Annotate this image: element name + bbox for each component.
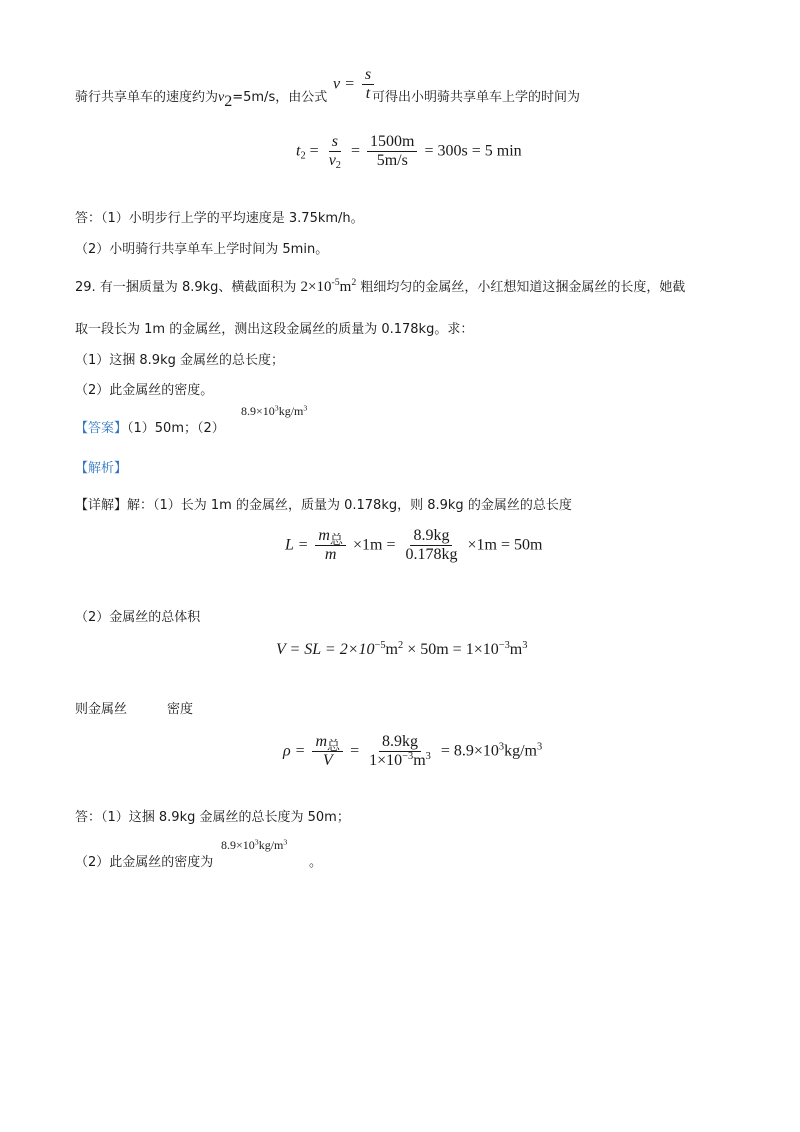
text: （2）此金属丝的密度为	[75, 855, 214, 870]
den: m	[324, 546, 337, 564]
num: m	[315, 733, 328, 750]
den: V	[322, 752, 333, 770]
text: =5m/s，由公式	[232, 90, 328, 105]
lhs: L =	[285, 536, 309, 554]
sub: 2	[335, 160, 341, 172]
exp: 3	[303, 403, 308, 413]
num: 8.9kg	[410, 527, 452, 546]
question-29-part-2: （2）此金属丝的密度。	[75, 383, 214, 398]
text: 则金属丝	[75, 702, 128, 717]
exp: 3	[498, 741, 505, 753]
sub: 总	[327, 738, 341, 754]
answer-text: （1）50m；（2）	[127, 421, 225, 436]
answer-line-2: （2）小明骑行共享单车上学时间为 5min。	[75, 242, 329, 257]
answer-density	[241, 404, 307, 419]
den: 5m/s	[376, 152, 408, 170]
part: m	[509, 641, 523, 658]
exp: 3	[274, 403, 279, 413]
exp: 2	[398, 639, 404, 651]
mid: ×1m =	[352, 536, 396, 554]
formula-v-s-t	[333, 66, 377, 104]
lhs: ρ =	[283, 742, 306, 760]
formula-lhs: v =	[333, 75, 355, 93]
exp: 3	[254, 837, 259, 847]
part-2-label: （2）金属丝的总体积	[75, 610, 201, 625]
text: 29. 有一捆质量为 8.9kg、横截面积为	[75, 280, 297, 295]
part: × 50m = 1×10	[403, 641, 499, 658]
answer-tag: 【答案】	[75, 421, 128, 436]
sub: 总	[329, 532, 343, 548]
text: 骑行共享单车的速度约为	[75, 90, 219, 105]
exp: 3	[522, 639, 528, 651]
analysis-tag: 【解析】	[75, 461, 128, 476]
var-v: v	[218, 90, 225, 105]
part: V = SL = 2×10	[276, 641, 375, 658]
num: 8.9kg	[379, 733, 421, 752]
unit: m	[339, 279, 352, 295]
question-29-part-1: （1）这捆 8.9kg 金属丝的总长度；	[75, 353, 284, 368]
exp: 3	[425, 751, 431, 763]
final-answer-1: 答：（1）这捆 8.9kg 金属丝的总长度为 50m；	[75, 810, 350, 825]
rhs: = 8.9×10	[440, 742, 499, 760]
equation-volume	[276, 641, 527, 659]
density-label	[75, 698, 193, 717]
area: 2×10	[300, 279, 332, 295]
equation-density	[283, 733, 542, 771]
text: 粗细均匀的金属丝，小红想知道这捆金属丝的长度，她截	[360, 280, 686, 295]
exp: 3	[536, 741, 543, 753]
exp: 2	[351, 277, 357, 289]
exp: −5	[374, 639, 386, 651]
part: m	[385, 641, 398, 658]
num: 1500m	[367, 133, 417, 152]
den: t	[365, 85, 371, 103]
exp: −3	[402, 751, 414, 763]
val: 8.9×10	[221, 838, 255, 852]
final-answer-2	[75, 851, 213, 870]
eq: =	[351, 142, 361, 160]
answer-line-1: 答：（1）小明步行上学的平均速度是 3.75km/h。	[75, 211, 364, 226]
den: 1×10	[369, 752, 403, 770]
eq: =	[350, 742, 360, 760]
detail-line: 【详解】解：（1）长为 1m 的金属丝，质量为 0.178kg，则 8.9kg 的金属丝的总长度	[75, 498, 572, 513]
eq: =	[309, 142, 319, 160]
question-29-line-1	[75, 276, 685, 296]
exp: −3	[498, 639, 510, 651]
rhs: = 300s = 5 min	[424, 142, 522, 160]
text: 可得出小明骑共享单车上学的时间为	[372, 90, 581, 105]
num: m	[318, 527, 330, 544]
question-29-line-2: 取一段长为 1m 的金属丝，测出这段金属丝的质量为 0.178kg。求：	[75, 322, 474, 337]
val: 8.9×10	[241, 404, 275, 418]
num: s	[362, 66, 374, 85]
answer-row	[75, 417, 225, 436]
period: 。	[309, 855, 323, 870]
rhs: ×1m = 50m	[467, 536, 543, 554]
num: s	[329, 133, 341, 152]
den: m	[413, 752, 426, 770]
equation-length	[285, 527, 542, 565]
unit: kg/m	[258, 838, 284, 852]
exp: -5	[331, 277, 340, 289]
speed-sentence	[75, 86, 328, 110]
rhs: kg/m	[504, 742, 537, 760]
den: 0.178kg	[405, 546, 458, 564]
unit: kg/m	[278, 404, 304, 418]
sub: 2	[224, 92, 233, 110]
final-density	[221, 838, 287, 853]
var-t: t	[296, 142, 301, 160]
den: v	[328, 152, 336, 170]
text: 密度	[167, 702, 194, 717]
exp: 3	[283, 837, 288, 847]
equation-t2	[296, 133, 522, 171]
sub: 2	[300, 150, 306, 162]
